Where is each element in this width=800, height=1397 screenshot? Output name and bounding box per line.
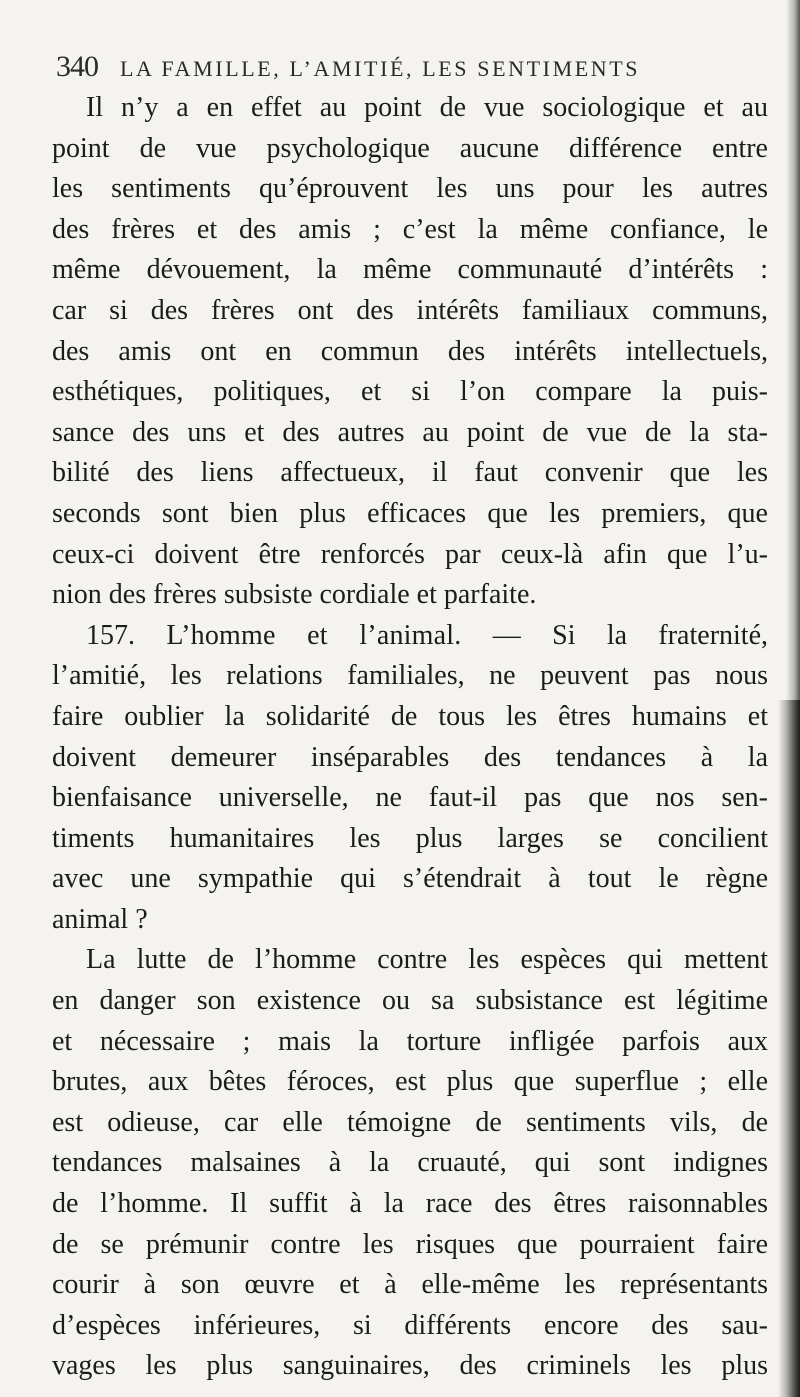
text-line: vages les plus sanguinaires, des criminels les plus [52, 1350, 768, 1382]
text-line: nion des frères subsiste cordiale et parfaite. [52, 579, 537, 611]
section-first-line-text: — Si la fraternité, [492, 619, 768, 651]
page-number: 340 [56, 50, 98, 83]
text-line: bilité des liens affectueux, il faut convenir que les [52, 457, 768, 489]
text-line: en danger son existence ou sa subsistance est légitime [52, 985, 768, 1017]
text-line: des frères et des amis ; c’est la même confiance, le [52, 213, 768, 245]
scan-shadow-edge-lower [778, 700, 800, 1397]
text-line: car si des frères ont des intérêts familiaux communs, [52, 294, 768, 326]
text-line: point de vue psychologique aucune différence entre [52, 132, 768, 164]
text-line: seconds sont bien plus efficaces que les premiers, que [52, 497, 768, 529]
running-head [56, 50, 746, 90]
text-line: l’amitié, les relations familiales, ne peuvent pas nous [52, 660, 768, 692]
text-line: animal ? [52, 903, 148, 935]
text-line: tendances malsaines à la cruauté, qui sont indignes [52, 1147, 768, 1179]
text-line: des amis ont en commun des intérêts intellectuels, [52, 335, 768, 367]
text-line: courir à son œuvre et à elle-même les représentants [52, 1269, 768, 1301]
text-line: est odieuse, car elle témoigne de sentiments vils, de [52, 1106, 768, 1138]
text-line: faire oublier la solidarité de tous les êtres humains et [52, 700, 768, 732]
paragraph-3 [52, 940, 768, 1387]
text-line: les sentiments qu’éprouvent les uns pour les autres [52, 173, 768, 205]
text-line: avec une sympathie qui s’étendrait à tout le règne [52, 863, 768, 895]
text-line: brutes, aux bêtes féroces, est plus que superflue ; elle [52, 1066, 768, 1098]
text-line: Il n’y a en effet au point de vue sociologique et au [86, 92, 768, 123]
text-line: bienfaisance universelle, ne faut-il pas que nos sen- [52, 782, 768, 814]
text-line: La lutte de l’homme contre les espèces qui mettent [86, 944, 768, 976]
text-line: esthétiques, politiques, et si l’on compare la puis- [52, 376, 768, 408]
text-line: même dévouement, la même communauté d’intérêts : [52, 254, 768, 286]
text-line: timents humanitaires les plus larges se concilient [52, 822, 768, 854]
text-line: sance des uns et des autres au point de vue de la sta- [52, 416, 768, 448]
paragraph-1 [52, 88, 768, 616]
running-head-title: LA FAMILLE, L’AMITIÉ, LES SENTIMENTS [120, 56, 641, 81]
section-first-line [52, 616, 768, 657]
section-number: 157. [86, 619, 135, 651]
section-heading: L’homme et l’animal. [166, 619, 462, 651]
section-157 [52, 616, 768, 941]
text-line: et nécessaire ; mais la torture infligée parfois aux [52, 1025, 768, 1057]
text-line: de se prémunir contre les risques que pourraient faire [52, 1228, 768, 1260]
text-line: de l’homme. Il suffit à la race des êtres raisonnables [52, 1188, 768, 1220]
text-line: d’espèces inférieures, si différents encore des sau- [52, 1309, 768, 1341]
text-line: doivent demeurer inséparables des tendances à la [52, 741, 768, 773]
text-line: ceux-ci doivent être renforcés par ceux-là afin que l’u- [52, 538, 768, 570]
body-text [52, 88, 768, 1387]
